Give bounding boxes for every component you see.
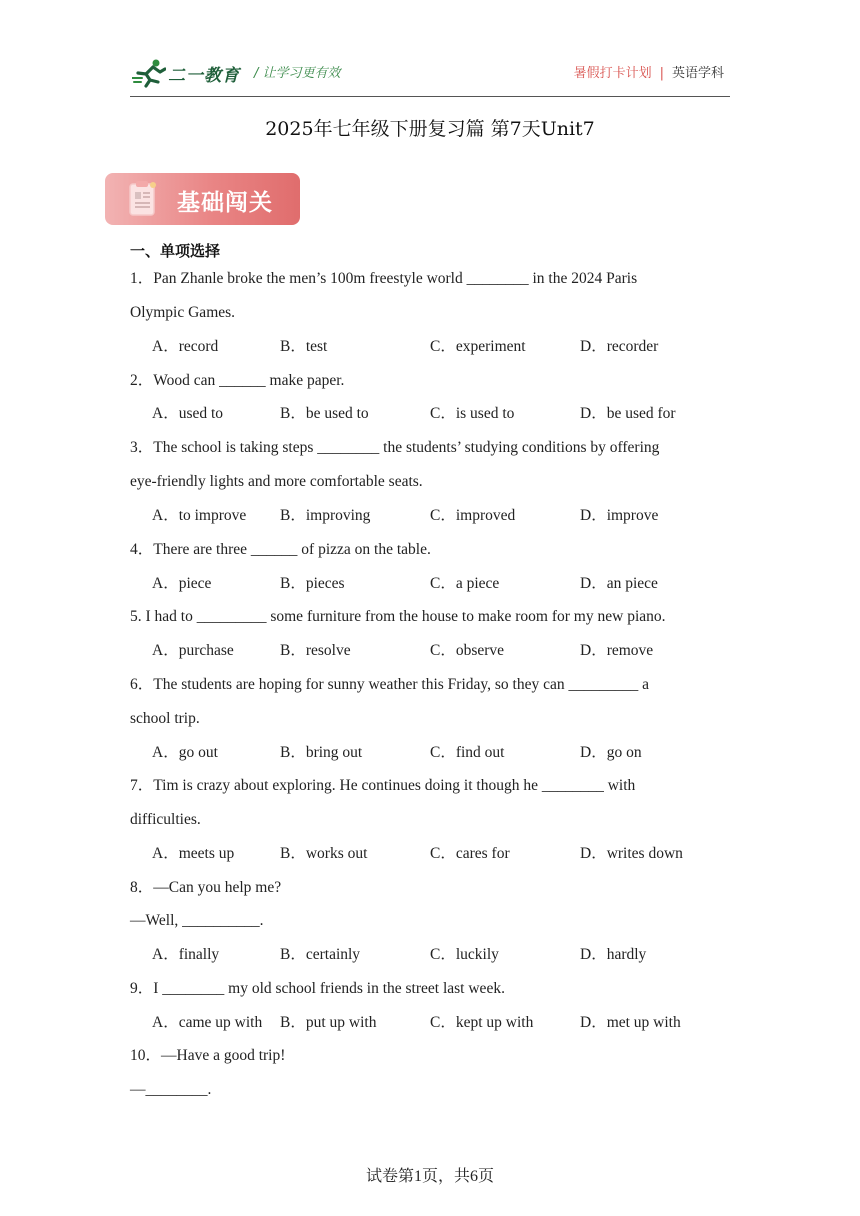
q4-option-a: A．piece — [152, 575, 212, 592]
banner-label: 基础闯关 — [177, 190, 273, 216]
question-1-line-2: Olympic Games. — [130, 304, 236, 321]
q5-option-a: A．purchase — [152, 642, 234, 659]
q5-option-c: C．observe — [430, 642, 505, 659]
logo-text: 二一教育 — [168, 65, 240, 86]
question-7-line-1: 7．Tim is crazy about exploring. He continues doing it though he ________ with — [130, 777, 636, 794]
question-10-line-2: —________. — [130, 1081, 212, 1098]
question-9-line-1: 9．I ________ my old school friends in the street last week. — [130, 980, 505, 997]
slogan: / 让学习更有效 — [254, 66, 341, 81]
q9-option-a: A．came up with — [152, 1014, 263, 1031]
q6-option-a: A．go out — [152, 744, 218, 761]
q1-option-c: C．experiment — [430, 338, 526, 355]
question-1-line-1: 1．Pan Zhanle broke the men’s 100m freestyle world ________ in the 2024 Paris — [130, 270, 638, 287]
q2-option-b: B．be used to — [280, 405, 369, 422]
q8-option-b: B．certainly — [280, 946, 361, 963]
question-10-line-1: 10．—Have a good trip! — [130, 1047, 286, 1064]
section-title: 一、单项选择 — [130, 242, 221, 260]
question-3-line-1: 3．The school is taking steps ________ the students’ studying conditions by offering — [130, 439, 660, 456]
logo — [132, 57, 240, 89]
q4-option-b: B．pieces — [280, 575, 345, 592]
question-8-line-1: 8．—Can you help me? — [130, 879, 282, 896]
q6-option-b: B．bring out — [280, 744, 363, 761]
question-5-line-1: 5. I had to _________ some furniture from the house to make room for my new piano. — [130, 608, 666, 625]
plan-label: 暑假打卡计划 — [573, 66, 652, 81]
q2-option-d: D．be used for — [580, 405, 676, 422]
section-banner — [105, 173, 300, 225]
clipboard-icon — [126, 180, 160, 218]
q4-option-d: D．an piece — [580, 575, 658, 592]
page-footer: 试卷第1页，共6页 — [365, 1168, 494, 1185]
q3-option-d: D．improve — [580, 507, 659, 524]
q7-option-b: B．works out — [280, 845, 368, 862]
q5-option-b: B．resolve — [280, 642, 351, 659]
q6-option-d: D．go on — [580, 744, 642, 761]
header-separator: | — [659, 66, 664, 81]
question-2-line-1: 2．Wood can ______ make paper. — [130, 372, 345, 389]
q8-option-c: C．luckily — [430, 946, 499, 963]
question-6-line-2: school trip. — [130, 710, 200, 727]
document-title: 2025年七年级下册复习篇 第7天Unit7 — [265, 118, 595, 140]
question-7-line-2: difficulties. — [130, 811, 201, 828]
question-6-line-1: 6．The students are hoping for sunny weather this Friday, so they can _________ a — [130, 676, 650, 693]
q3-option-b: B．improving — [280, 507, 371, 524]
question-3-line-2: eye-friendly lights and more comfortable seats. — [130, 473, 423, 490]
q2-option-a: A．used to — [152, 405, 224, 422]
q2-option-c: C．is used to — [430, 405, 515, 422]
q1-option-a: A．record — [152, 338, 219, 355]
q9-option-d: D．met up with — [580, 1014, 681, 1031]
q3-option-c: C．improved — [430, 507, 516, 524]
q8-option-d: D．hardly — [580, 946, 647, 963]
subject-label: 英语学科 — [671, 66, 724, 81]
q3-option-a: A．to improve — [152, 507, 247, 524]
header-divider — [130, 96, 730, 97]
question-4-line-1: 4．There are three ______ of pizza on the table. — [130, 541, 431, 558]
page-header — [130, 55, 730, 97]
q8-option-a: A．finally — [152, 946, 220, 963]
header-right — [574, 62, 724, 81]
q9-option-c: C．kept up with — [430, 1014, 534, 1031]
q5-option-d: D．remove — [580, 642, 654, 659]
q9-option-b: B．put up with — [280, 1014, 377, 1031]
q7-option-d: D．writes down — [580, 845, 683, 862]
running-person-icon — [132, 58, 166, 88]
q1-option-b: B．test — [280, 338, 328, 355]
q6-option-c: C．find out — [430, 744, 505, 761]
q7-option-a: A．meets up — [152, 845, 235, 862]
q4-option-c: C．a piece — [430, 575, 500, 592]
question-8-line-2: —Well, __________. — [130, 912, 264, 929]
q7-option-c: C．cares for — [430, 845, 510, 862]
q1-option-d: D．recorder — [580, 338, 659, 355]
